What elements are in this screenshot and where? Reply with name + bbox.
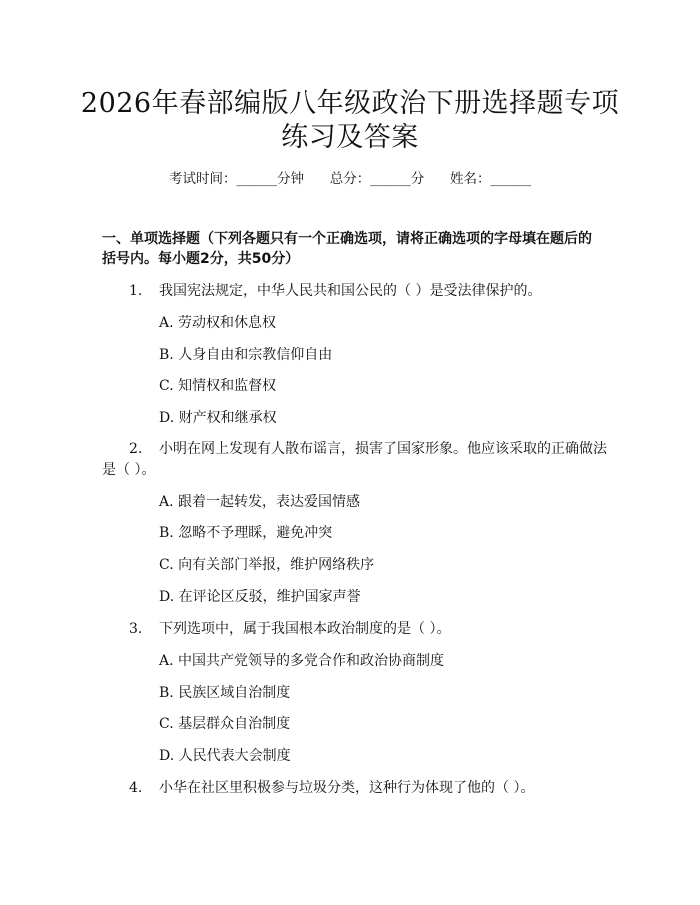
option-c: C. 向有关部门举报，维护网络秩序 xyxy=(159,557,375,573)
question-text: 小华在社区里积极参与垃圾分类，这种行为体现了他的（ ）。 xyxy=(159,780,535,796)
question-number: 1. xyxy=(129,283,143,299)
question-number: 3. xyxy=(129,621,143,637)
section-heading-line-1: 一、单项选择题（下列各题只有一个正确选项，请将正确选项的字母填在题后的 xyxy=(102,231,592,247)
option-d: D. 在评论区反驳，维护国家声誉 xyxy=(159,589,361,605)
question-text: 我国宪法规定，中华人民共和国公民的（ ）是受法律保护的。 xyxy=(159,283,542,299)
document-title-line-1: 2026年春部编版八年级政治下册选择题专项 xyxy=(80,88,620,119)
section-heading-line-2: 括号内。每小题2分，共50分） xyxy=(102,251,300,267)
option-c: C. 基层群众自治制度 xyxy=(159,716,291,732)
option-d: D. 财产权和继承权 xyxy=(159,410,277,426)
option-a: A. 中国共产党领导的多党合作和政治协商制度 xyxy=(159,653,445,669)
question-text-continued: 是（ ）。 xyxy=(102,462,156,478)
question-text: 下列选项中，属于我国根本政治制度的是（ ）。 xyxy=(159,621,451,637)
document-title-line-2: 练习及答案 xyxy=(281,122,419,153)
question-number: 2. xyxy=(129,441,143,457)
question-number: 4. xyxy=(129,780,143,796)
exam-info-line: 考试时间：______分钟 总分：______分 姓名：______ xyxy=(169,171,531,187)
option-c: C. 知情权和监督权 xyxy=(159,378,277,394)
option-a: A. 劳动权和休息权 xyxy=(159,315,277,331)
option-d: D. 人民代表大会制度 xyxy=(159,748,291,764)
option-b: B. 民族区域自治制度 xyxy=(159,685,291,701)
option-b: B. 忽略不予理睬，避免冲突 xyxy=(159,525,333,541)
question-text: 小明在网上发现有人散布谣言，损害了国家形象。他应该采取的正确做法 xyxy=(159,441,607,457)
option-b: B. 人身自由和宗教信仰自由 xyxy=(159,347,333,363)
option-a: A. 跟着一起转发，表达爱国情感 xyxy=(159,494,361,510)
